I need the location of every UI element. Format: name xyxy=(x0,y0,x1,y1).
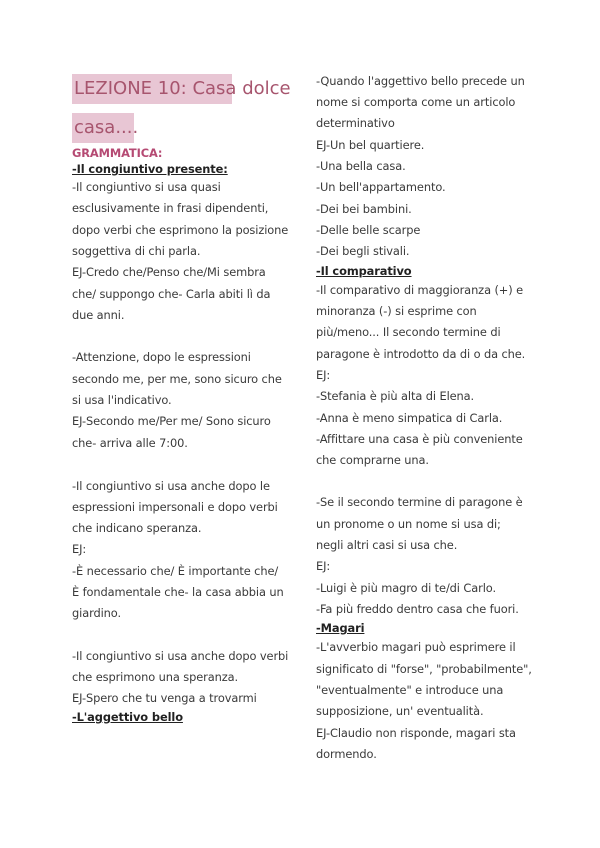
text-line: -Fa più freddo dentro casa che fuori. xyxy=(316,602,519,616)
page-title-line-2: casa.... xyxy=(72,113,134,143)
text-line: EJ-Credo che/Penso che/Mi sembra xyxy=(72,265,266,279)
text-line: -Il congiuntivo si usa quasi xyxy=(72,180,221,194)
text-line: supposizione, un' eventualità. xyxy=(316,704,484,718)
text-line: EJ: xyxy=(316,368,331,382)
heading-congiuntivo-presente: -Il congiuntivo presente: xyxy=(72,162,228,176)
section-label-grammatica: GRAMMATICA: xyxy=(72,146,163,160)
text-line: "eventualmente" e introduce una xyxy=(316,683,504,697)
text-line: -Il comparativo di maggioranza (+) e xyxy=(316,283,524,297)
text-line: EJ-Un bel quartiere. xyxy=(316,138,425,152)
text-line: -Una bella casa. xyxy=(316,159,406,173)
text-line: determinativo xyxy=(316,116,395,130)
page-title-line-1: LEZIONE 10: Casa dolce xyxy=(72,74,232,104)
text-line: un pronome o un nome si usa di; xyxy=(316,517,501,531)
text-line: nome si comporta come un articolo xyxy=(316,95,516,109)
text-line: -Anna è meno simpatica di Carla. xyxy=(316,411,503,425)
heading-aggettivo-bello: -L'aggettivo bello xyxy=(72,710,183,724)
text-line: espressioni impersonali e dopo verbi xyxy=(72,500,278,514)
text-line: esclusivamente in frasi dipendenti, xyxy=(72,201,269,215)
text-line: -Se il secondo termine di paragone è xyxy=(316,495,523,509)
text-line: -L'avverbio magari può esprimere il xyxy=(316,640,516,654)
text-line: -Attenzione, dopo le espressioni xyxy=(72,350,251,364)
text-line: negli altri casi si usa che. xyxy=(316,538,458,552)
text-line: che esprimono una speranza. xyxy=(72,670,238,684)
text-line: significato di "forse", "probabilmente", xyxy=(316,662,532,676)
text-line: si usa l'indicativo. xyxy=(72,393,172,407)
text-line: -Luigi è più magro di te/di Carlo. xyxy=(316,581,496,595)
text-line: secondo me, per me, sono sicuro che xyxy=(72,372,282,386)
text-line: minoranza (-) si esprime con xyxy=(316,304,477,318)
text-line: paragone è introdotto da di o da che. xyxy=(316,347,526,361)
text-line: più/meno... Il secondo termine di xyxy=(316,325,501,339)
text-line: -Stefania è più alta di Elena. xyxy=(316,389,475,403)
text-line: -Delle belle scarpe xyxy=(316,223,421,237)
text-line: -Quando l'aggettivo bello precede un xyxy=(316,74,525,88)
text-line: -È necessario che/ È importante che/ xyxy=(72,564,279,578)
text-line: -Un bell'appartamento. xyxy=(316,180,446,194)
heading-magari: -Magari xyxy=(316,621,365,635)
text-line: EJ: xyxy=(316,559,331,573)
text-line: soggettiva di chi parla. xyxy=(72,244,201,258)
text-line: EJ-Secondo me/Per me/ Sono sicuro xyxy=(72,414,271,428)
text-line: dormendo. xyxy=(316,747,377,761)
text-line: -Dei bei bambini. xyxy=(316,202,412,216)
heading-comparativo: -Il comparativo xyxy=(316,264,412,278)
text-line: che comprarne una. xyxy=(316,453,429,467)
text-line: -Dei begli stivali. xyxy=(316,244,410,258)
text-line: due anni. xyxy=(72,308,125,322)
text-line: EJ-Claudio non risponde, magari sta xyxy=(316,726,516,740)
text-line: che/ suppongo che- Carla abiti lì da xyxy=(72,287,271,301)
text-line: che indicano speranza. xyxy=(72,521,202,535)
text-line: giardino. xyxy=(72,606,121,620)
text-line: È fondamentale che- la casa abbia un xyxy=(72,585,284,599)
text-line: -Il congiuntivo si usa anche dopo le xyxy=(72,479,270,493)
text-line: che- arriva alle 7:00. xyxy=(72,436,188,450)
text-line: -Il congiuntivo si usa anche dopo verbi xyxy=(72,649,289,663)
text-line: dopo verbi che esprimono la posizione xyxy=(72,223,289,237)
text-line: EJ-Spero che tu venga a trovarmi xyxy=(72,691,257,705)
text-line: EJ: xyxy=(72,542,87,556)
text-line: -Affittare una casa è più conveniente xyxy=(316,432,523,446)
